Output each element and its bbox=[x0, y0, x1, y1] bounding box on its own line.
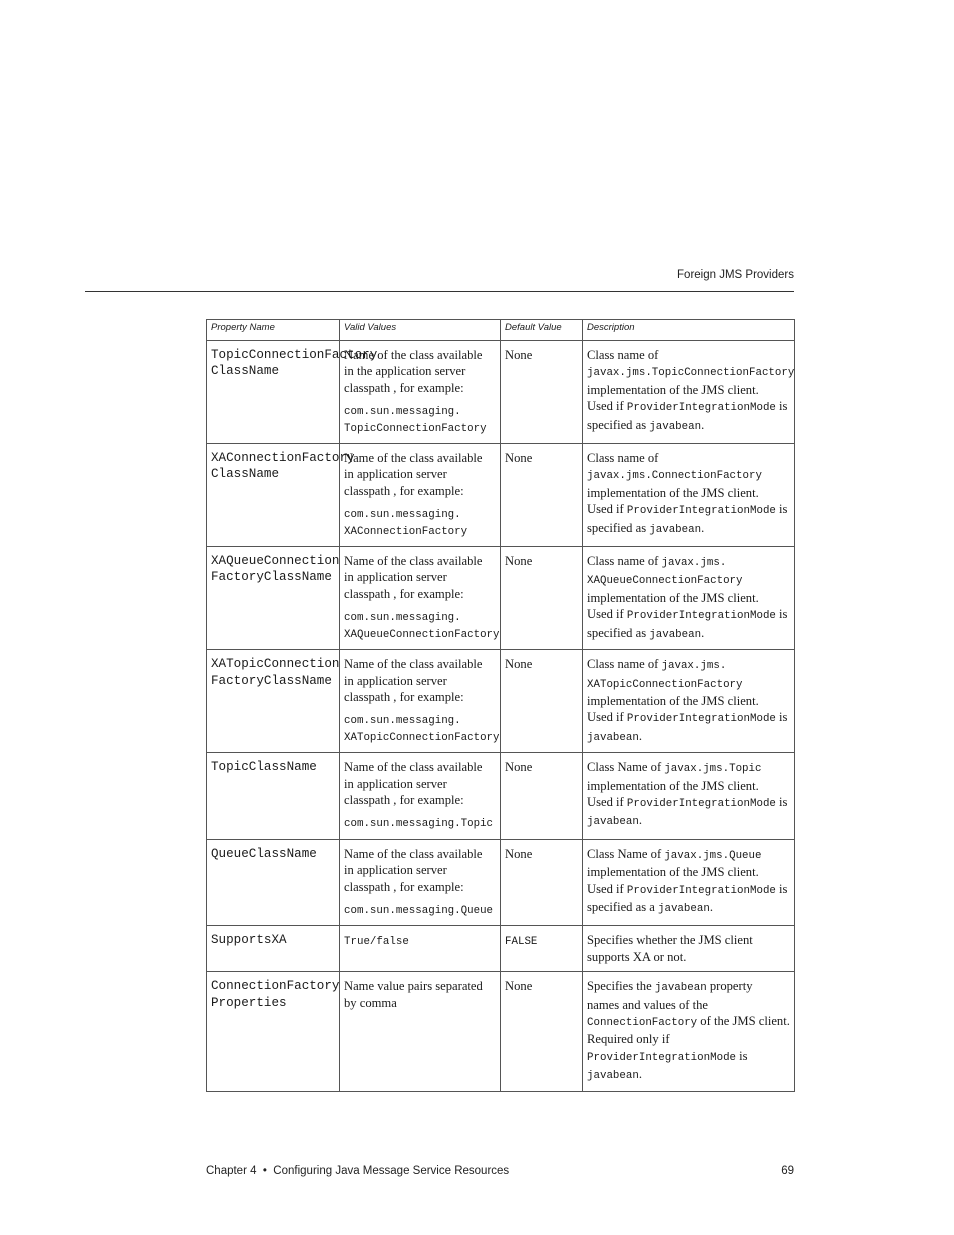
example-code-line: com.sun.messaging.Topic bbox=[344, 818, 494, 831]
table-body bbox=[207, 341, 795, 1092]
valid-values-text: Name of the class available bbox=[344, 846, 483, 861]
default-value-cell: None bbox=[501, 650, 583, 753]
table-row bbox=[207, 972, 795, 1091]
valid-values-text: classpath , for example: bbox=[344, 380, 464, 395]
default-value-cell: None bbox=[501, 972, 583, 1091]
valid-values-cell bbox=[340, 650, 501, 753]
valid-values-cell bbox=[340, 341, 501, 444]
table-row bbox=[207, 839, 795, 926]
property-name-cell bbox=[207, 972, 340, 1091]
property-name-line: XAQueueConnection bbox=[211, 554, 340, 569]
example-code-line: com.sun.messaging. bbox=[344, 715, 461, 728]
table-row bbox=[207, 926, 795, 972]
default-value-cell bbox=[501, 926, 583, 972]
property-name-line: QueueClassName bbox=[211, 846, 317, 861]
jms-properties-table bbox=[206, 319, 795, 1092]
valid-values-example bbox=[344, 903, 496, 919]
valid-values-text: in application server bbox=[344, 776, 447, 791]
valid-values-text: classpath , for example: bbox=[344, 483, 464, 498]
valid-values-text: classpath , for example: bbox=[344, 586, 464, 601]
description-cell: Class name of javax.jms. XAQueueConnectionFactory implementation of the JMS client. Used if ProviderIntegrationMode is specified as javabean. bbox=[583, 547, 795, 650]
description-cell: Class Name of javax.jms.Queue implementation of the JMS client. Used if ProviderIntegrationMode is specified as a javabean. bbox=[583, 839, 795, 926]
description-cell: Class Name of javax.jms.Topic implementation of the JMS client. Used if ProviderIntegrationMode is javabean. bbox=[583, 753, 795, 840]
valid-values-text: Name of the class available bbox=[344, 348, 483, 362]
default-value-cell: None bbox=[501, 444, 583, 547]
valid-values-text: Name value pairs separated bbox=[344, 979, 483, 994]
valid-values-text: classpath , for example: bbox=[344, 689, 464, 704]
valid-values-text: Name of the class available bbox=[344, 554, 483, 569]
property-name-line: XAConnectionFactory bbox=[211, 451, 355, 466]
table-row bbox=[207, 341, 795, 444]
table-header-row bbox=[207, 320, 795, 341]
valid-values-code: True/false bbox=[344, 936, 409, 949]
description-cell: Class name of javax.jms.ConnectionFactory implementation of the JMS client. Used if ProviderIntegrationMode is specified as javabean. bbox=[583, 444, 795, 547]
property-name-line: ClassName bbox=[211, 467, 280, 482]
valid-values-example bbox=[344, 816, 496, 832]
table-row bbox=[207, 547, 795, 650]
property-name-line: FactoryClassName bbox=[211, 570, 332, 585]
example-code-line: com.sun.messaging.Queue bbox=[344, 904, 494, 917]
example-code-line: com.sun.messaging. bbox=[344, 612, 461, 625]
valid-values-text: in application server bbox=[344, 863, 447, 878]
valid-values-cell bbox=[340, 753, 501, 840]
property-name-line: XATopicConnection bbox=[211, 657, 340, 672]
property-name-cell bbox=[207, 547, 340, 650]
page-number: 69 bbox=[781, 1165, 794, 1177]
valid-values-text: Name of the class available bbox=[344, 657, 483, 672]
property-name-line: TopicConnectionFactory bbox=[211, 348, 378, 362]
valid-values-text: classpath , for example: bbox=[344, 879, 464, 894]
description-cell: Class name of javax.jms.TopicConnectionFactory implementation of the JMS client. Used if ProviderIntegrationMode is specified as javabean. bbox=[583, 341, 795, 444]
description-cell: Specifies whether the JMS client supports XA or not. bbox=[583, 926, 795, 972]
default-value-cell: None bbox=[501, 547, 583, 650]
footer-chapter: Chapter 4 • Configuring Java Message Service Resources bbox=[206, 1165, 510, 1177]
valid-values-text: by comma bbox=[344, 995, 397, 1010]
valid-values-cell bbox=[340, 547, 501, 650]
example-code-line: com.sun.messaging. bbox=[344, 509, 461, 522]
valid-values-example bbox=[344, 404, 496, 437]
column-header-default-value: Default Value bbox=[501, 320, 583, 341]
description-cell: Class name of javax.jms. XATopicConnectionFactory implementation of the JMS client. Used if ProviderIntegrationMode is javabean. bbox=[583, 650, 795, 753]
valid-values-cell bbox=[340, 926, 501, 972]
default-value-code: FALSE bbox=[505, 936, 538, 949]
property-name-line: Properties bbox=[211, 995, 287, 1010]
valid-values-text: in application server bbox=[344, 467, 447, 482]
description-cell: Specifies the javabean property names and values of the ConnectionFactory of the JMS client. Required only if ProviderIntegrationMode is javabean. bbox=[583, 972, 795, 1091]
valid-values-text: in the application server bbox=[344, 364, 466, 379]
property-name-cell bbox=[207, 650, 340, 753]
property-name-cell bbox=[207, 444, 355, 547]
column-header-valid-values: Valid Values bbox=[340, 320, 501, 341]
valid-values-cell bbox=[340, 839, 501, 926]
property-name-line: ConnectionFactory bbox=[211, 979, 340, 994]
property-name-cell bbox=[207, 341, 378, 444]
property-name-line: FactoryClassName bbox=[211, 673, 332, 688]
default-value-cell: None bbox=[501, 753, 583, 840]
example-code-line: XATopicConnectionFactory bbox=[344, 731, 500, 744]
table-row bbox=[207, 753, 795, 840]
column-header-description: Description bbox=[583, 320, 795, 341]
property-name-cell bbox=[207, 926, 340, 972]
default-value-cell: None bbox=[501, 341, 583, 444]
valid-values-example bbox=[344, 610, 500, 643]
example-code-line: com.sun.messaging. bbox=[344, 406, 461, 419]
valid-values-example bbox=[344, 713, 500, 746]
valid-values-example bbox=[344, 507, 496, 540]
valid-values-text: in application server bbox=[344, 673, 447, 688]
property-name-line: TopicClassName bbox=[211, 760, 317, 775]
valid-values-cell bbox=[340, 972, 501, 1091]
example-code-line: XAQueueConnectionFactory bbox=[344, 628, 500, 641]
property-name-line: ClassName bbox=[211, 364, 280, 379]
valid-values-text: in application server bbox=[344, 570, 447, 585]
valid-values-cell bbox=[340, 444, 501, 547]
property-name-line: SupportsXA bbox=[211, 933, 287, 948]
header-rule bbox=[85, 291, 794, 292]
table-row bbox=[207, 444, 795, 547]
example-code-line: TopicConnectionFactory bbox=[344, 422, 487, 435]
valid-values-text: Name of the class available bbox=[344, 451, 483, 466]
table-row bbox=[207, 650, 795, 753]
running-header: Foreign JMS Providers bbox=[677, 269, 794, 281]
default-value-cell: None bbox=[501, 839, 583, 926]
property-name-cell bbox=[207, 839, 340, 926]
example-code-line: XAConnectionFactory bbox=[344, 525, 468, 538]
property-name-cell bbox=[207, 753, 340, 840]
valid-values-text: classpath , for example: bbox=[344, 792, 464, 807]
column-header-property-name: Property Name bbox=[207, 320, 340, 341]
valid-values-text: Name of the class available bbox=[344, 760, 483, 775]
